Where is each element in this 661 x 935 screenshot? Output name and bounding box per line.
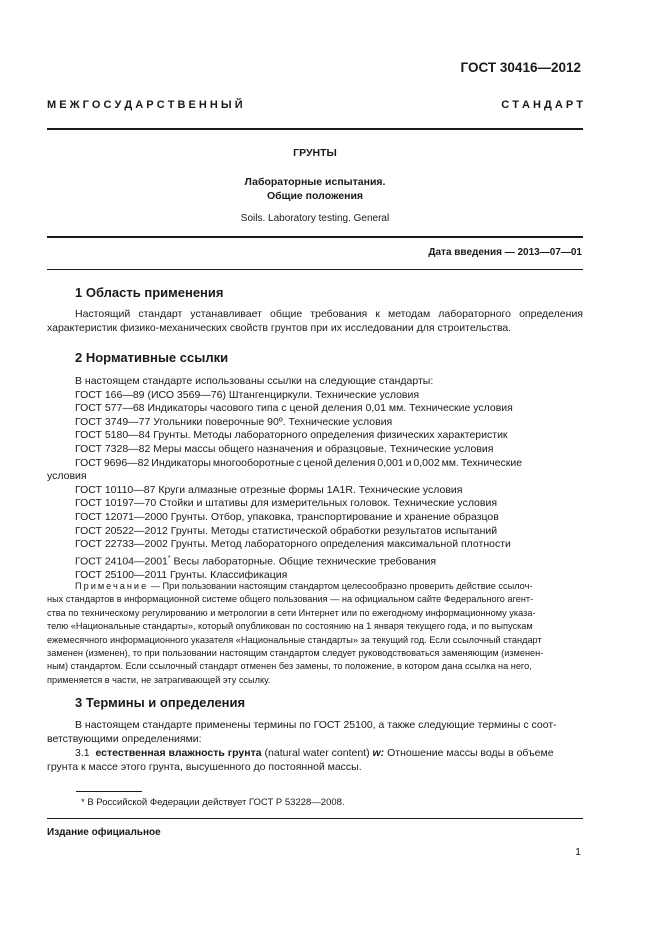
reference-item-footnoted xyxy=(47,552,583,569)
reference-item: ГОСТ 7328—82 Меры массы общего назначения и образцовые. Технические условия xyxy=(75,442,494,455)
references-list xyxy=(47,375,583,582)
document-code: ГОСТ 30416—2012 xyxy=(460,60,581,75)
note-block xyxy=(47,580,583,687)
section-3-heading: 3 Термины и определения xyxy=(75,695,246,710)
reference-item: ГОСТ 25100—2011 Грунты. Классификация xyxy=(75,568,288,581)
reference-item: ГОСТ 12071—2000 Грунты. Отбор, упаковка, транспортирование и хранение образцов xyxy=(75,510,499,523)
term-english: (natural water content) xyxy=(261,747,373,759)
title-english: Soils. Laboratory testing. General xyxy=(240,213,390,224)
reference-title: Весы лабораторные. Общие технические требования xyxy=(170,555,437,568)
section-3-intro-line: ветствующими определениями: xyxy=(47,733,202,745)
subtitle-line: Лабораторные испытания. xyxy=(244,176,386,188)
title-main: ГРУНТЫ xyxy=(293,147,337,159)
reference-item: ГОСТ 3749—77 Угольники поверочные 90º. Технические условия xyxy=(75,415,393,428)
section-3-intro xyxy=(47,718,583,746)
note-line: применяется в части, не затрагивающей эту ссылку. xyxy=(47,674,271,685)
section-1-heading: 1 Область применения xyxy=(75,285,224,300)
term-symbol: w: xyxy=(372,747,385,759)
footer-rule xyxy=(47,818,583,819)
reference-item: ГОСТ 22733—2002 Грунты. Метод лабораторного определения максимальной плотности xyxy=(75,538,511,551)
interstate-word: М Е Ж Г О С У Д А Р С Т В Е Н Н Ы Й xyxy=(47,99,243,111)
reference-item: ГОСТ 5180—84 Грунты. Методы лабораторного определения физических характеристик xyxy=(75,429,508,442)
note-text: — При пользовании настоящим стандартом целесообразно проверить действие ссылоч- xyxy=(148,581,533,591)
page-number: 1 xyxy=(575,846,581,858)
title-subtitle xyxy=(47,175,583,203)
note-label: Примечание xyxy=(75,581,149,591)
term-name: естественная влажность грунта xyxy=(95,747,262,759)
references-intro: В настоящем стандарте использованы ссылки на следующие стандарты: xyxy=(75,375,434,387)
footnote: * В Российской Федерации действует ГОСТ Р 53228—2008. xyxy=(81,797,345,808)
official-edition-label: Издание официальное xyxy=(47,827,161,838)
note-line: ства по техническому регулированию и метрологии в сети Интернет или по ежегодному информационному указа- xyxy=(47,607,536,618)
note-line: заменен (изменен), то при пользовании настоящим стандартом следует руководствоваться заменяющим (изменен- xyxy=(47,648,544,659)
introduction-date: Дата введения — 2013—07—01 xyxy=(428,247,582,258)
note-line: ным) стандартом. Если ссылочный стандарт отменен без замены, то положение, в котором дана ссылка на него, xyxy=(47,661,532,672)
title-rule xyxy=(47,236,583,238)
note-line xyxy=(47,580,583,593)
note-line: ежемесячного информационного указателя «Национальные стандарты» за текущий год. Если ссылочный стандарт xyxy=(47,634,542,645)
date-rule xyxy=(47,269,583,270)
footnote-rule xyxy=(76,791,142,792)
header-rule xyxy=(47,128,583,130)
reference-item: ГОСТ 20522—2012 Грунты. Методы статистической обработки результатов испытаний xyxy=(75,524,498,537)
term-definition xyxy=(47,746,583,774)
interstate-standard-banner xyxy=(47,99,583,111)
note-line: телю «Национальные стандарты», который опубликован по состоянию на 1 января текущего года, и по выпускам xyxy=(47,621,533,632)
reference-item: ГОСТ 577—68 Индикаторы часового типа с ценой деления 0,01 мм. Технические условия xyxy=(75,402,513,415)
subtitle-line: Общие положения xyxy=(266,190,364,202)
reference-item: ГОСТ 10197—70 Стойки и штативы для измерительных головок. Технические условия xyxy=(75,497,498,510)
section-2-heading: 2 Нормативные ссылки xyxy=(75,350,229,365)
note-line: ных стандартов в информационной системе общего пользования — на официальном сайте Федерального агент- xyxy=(47,594,534,605)
section-1-text: Настоящий стандарт устанавливает общие требования к методам лабораторного определения характеристик физико-механических свойств грунтов при их исследовании для строительства. xyxy=(47,308,583,334)
reference-item: ГОСТ 10110—87 Круги алмазные отрезные формы 1A1R. Технические условия xyxy=(75,483,463,496)
term-line xyxy=(47,746,583,760)
section-3-intro-line: В настоящем стандарте применены термины по ГОСТ 25100, а также следующие термины с соот- xyxy=(75,719,557,731)
reference-code: ГОСТ 24104—2001 xyxy=(75,555,168,568)
reference-item-continuation: условия xyxy=(47,470,87,483)
standard-word: С Т А Н Д А Р Т xyxy=(501,99,583,111)
footnote-mark: * xyxy=(167,554,171,562)
term-number: 3.1 xyxy=(75,747,90,759)
reference-item-wrapped: ГОСТ 9696—82 Индикаторы многооборотные с ценой деления 0,001 и 0,002 мм. Технические xyxy=(75,456,523,469)
reference-item: ГОСТ 166—89 (ИСО 3569—76) Штангенциркули. Технические условия xyxy=(75,388,420,401)
term-definition-start: Отношение массы воды в объеме xyxy=(384,747,554,759)
term-definition-end: грунта к массе этого грунта, высушенного до постоянной массы. xyxy=(47,761,362,773)
